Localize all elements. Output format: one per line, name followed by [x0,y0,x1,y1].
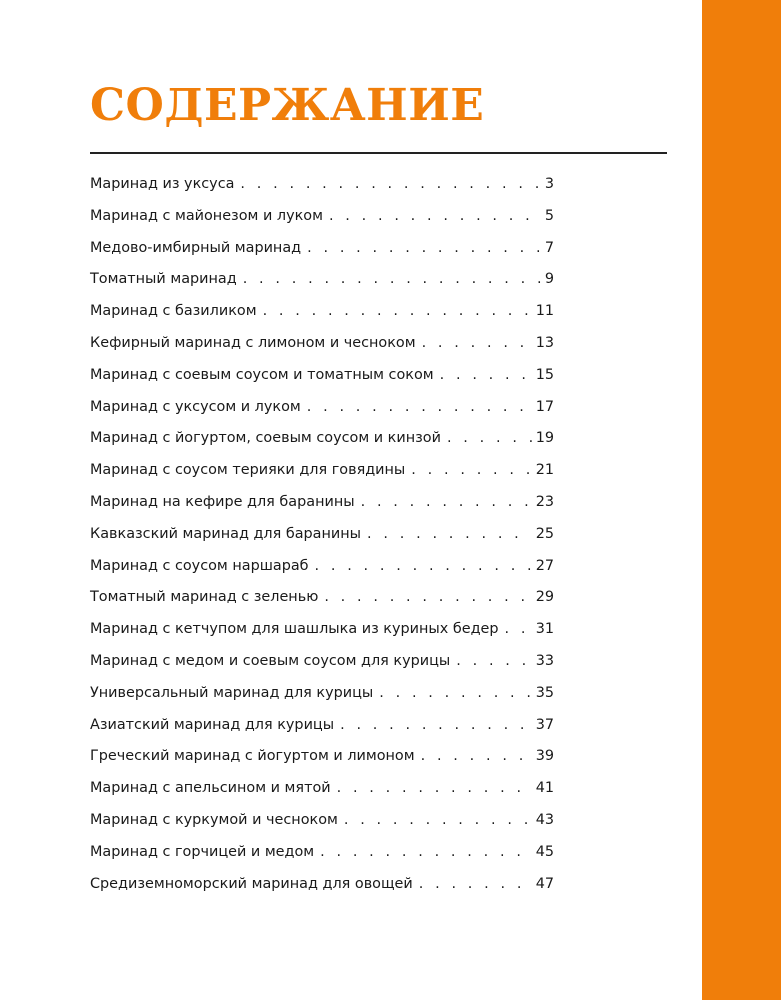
title-divider [90,152,667,154]
toc-entry-title: Томатный маринад с зеленью [90,589,319,606]
toc-entry-title: Маринад с соевым соусом и томатным соком [90,366,434,383]
toc-entry[interactable] [90,844,554,876]
toc-page-number: 23 [535,493,554,510]
toc-entry[interactable] [90,462,554,494]
toc-entry-title: Маринад с кетчупом для шашлыка из куриных бедер [90,621,499,638]
toc-entry[interactable] [90,526,554,558]
toc-entry[interactable] [90,303,554,335]
toc-entry-title: Азиатский маринад для курицы [90,716,335,733]
toc-page-number: 39 [535,748,554,765]
dot-leader [337,780,532,796]
toc-page-number: 43 [535,811,554,828]
toc-page-number: 21 [535,462,554,479]
toc-entry-title: Медово-имбирный маринад [90,239,302,256]
toc-entry[interactable] [90,876,554,908]
dot-leader [421,748,532,764]
toc-entry[interactable] [90,430,554,462]
dot-leader [243,271,541,287]
toc-page-number: 41 [535,780,554,797]
toc-entry[interactable] [90,653,554,685]
toc-page-number: 3 [544,176,554,192]
toc-entry[interactable] [90,717,554,749]
toc-entry-title: Маринад с базиликом [90,303,257,320]
toc-entry-title: Маринад с соусом терияки для говядины [90,462,406,479]
toc-entry-title: Универсальный маринад для курицы [90,684,374,701]
dot-leader [456,653,531,669]
toc-page-number: 35 [535,684,554,701]
toc-entry-title: Маринад с йогуртом, соевым соусом и кинзой [90,430,441,447]
toc-page-number: 27 [535,557,554,574]
dot-leader [361,494,532,510]
toc-page-number: 9 [544,271,554,288]
toc-entry[interactable] [90,558,554,590]
toc-entry-title: Маринад с соусом наршараб [90,557,309,574]
toc-entry[interactable] [90,367,554,399]
toc-page-number: 19 [535,430,554,447]
dot-leader [320,844,532,860]
toc-entry-title: Маринад с апельсином и мятой [90,780,331,797]
toc-page-number: 37 [535,716,554,733]
toc-entry-title: Маринад с медом и соевым соусом для курицы [90,652,451,669]
toc-entry-title: Маринад из уксуса [90,176,235,192]
toc-entry-title: Греческий маринад с йогуртом и лимоном [90,748,415,765]
orange-side-bar [702,0,781,1000]
toc-page-number: 5 [544,207,554,224]
dot-leader [340,717,532,733]
toc-entry-title: Томатный маринад [90,271,237,288]
toc-entry[interactable] [90,780,554,812]
toc-page-number: 13 [535,334,554,351]
toc-entry[interactable] [90,240,554,272]
dot-leader [440,367,532,383]
toc-entry[interactable] [90,399,554,431]
dot-leader [307,240,541,256]
dot-leader [329,208,541,224]
toc-page-number: 47 [535,875,554,892]
dot-leader [307,399,532,415]
toc-page-number: 17 [535,398,554,415]
toc-page-number: 29 [535,589,554,606]
toc-entry[interactable] [90,748,554,780]
toc-entry-title: Кефирный маринад с лимоном и чесноком [90,334,416,351]
toc-page-number: 45 [535,843,554,860]
dot-leader [324,589,531,605]
dot-leader [419,876,532,892]
toc-page-number: 31 [535,621,554,638]
dot-leader [240,176,540,192]
toc-entry-title: Маринад на кефире для баранины [90,493,355,510]
dot-leader [367,526,532,542]
dot-leader [379,685,531,701]
dot-leader [344,812,532,828]
toc-page-number: 33 [535,652,554,669]
toc-entry[interactable] [90,685,554,717]
toc-entry[interactable] [90,271,554,303]
toc-page-number: 15 [535,366,554,383]
page-title: СОДЕРЖАНИЕ [90,80,485,131]
toc-entry[interactable] [90,176,554,208]
toc-page-number: 25 [535,525,554,542]
toc-entry[interactable] [90,589,554,621]
dot-leader [315,558,532,574]
toc-page-number: 7 [544,239,554,256]
toc-entry[interactable] [90,208,554,240]
dot-leader [411,462,531,478]
toc-entry-title: Маринад с майонезом и луком [90,207,323,224]
toc-page-number: 11 [535,303,554,320]
dot-leader [263,303,532,319]
dot-leader [505,621,532,637]
dot-leader [447,430,532,446]
toc-entry[interactable] [90,335,554,367]
toc-entry[interactable] [90,812,554,844]
toc-entry-title: Кавказский маринад для баранины [90,525,362,542]
toc-entry-title: Маринад с уксусом и луком [90,398,301,415]
toc-entry-title: Маринад с куркумой и чесноком [90,811,338,828]
table-of-contents [90,176,554,907]
toc-entry-title: Средиземноморский маринад для овощей [90,875,413,892]
toc-entry[interactable] [90,494,554,526]
toc-entry-title: Маринад с горчицей и медом [90,843,315,860]
dot-leader [422,335,532,351]
toc-entry[interactable] [90,621,554,653]
